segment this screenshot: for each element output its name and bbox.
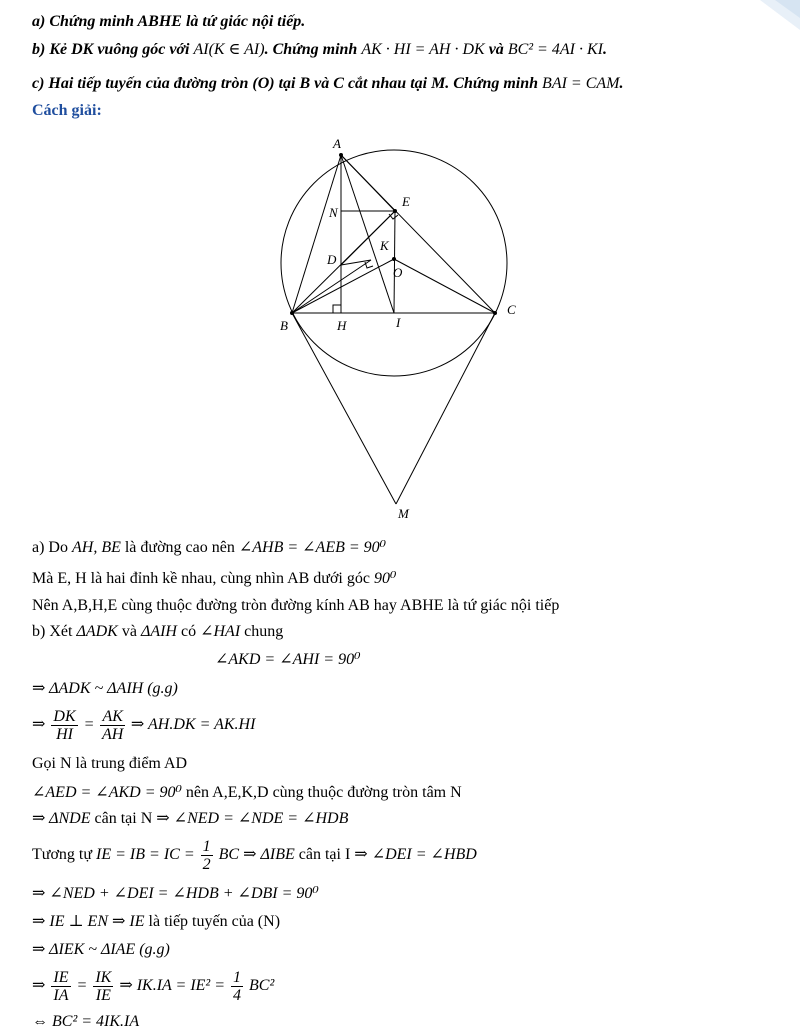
solution-line-8: Gọi N là trung điểm AD — [32, 755, 188, 772]
solution-line-9: ∠AED = ∠AKD = 90⁰ nên A,E,K,D cùng thuộc đường tròn tâm N — [32, 784, 462, 801]
solution-line-3: Nên A,B,H,E cùng thuộc đường tròn đường kính AB hay ABHE là tứ giác nội tiếp — [32, 597, 560, 614]
solution-line-1: a) Do AH, BE là đường cao nên ∠AHB = ∠AEB = 90⁰ — [32, 539, 387, 556]
tangent-bm — [292, 313, 396, 504]
right-angle-h — [333, 305, 341, 313]
solution-line-7: ⇒ $\frac{DK}{HI}$ = $\frac{AK}{AH}$ ⇒ AH.DK = AK.HI — [32, 707, 256, 743]
label-m: M — [398, 506, 409, 521]
solution-heading: Cách giải: — [32, 102, 102, 119]
label-n: N — [329, 205, 338, 220]
fraction-ik-ie: $\frac{IK}{IE}$ — [95, 968, 112, 1004]
segment-bk — [292, 260, 371, 313]
fraction-dk-hi: $\frac{DK}{HI}$ — [53, 707, 76, 743]
fraction-one-half: $\frac{1}{2}$ — [202, 837, 211, 873]
solution-line-11: Tương tự IE = IB = IC = $\frac{1}{2}$ BC ⇒ ΔIBE cân tại I ⇒ ∠DEI = ∠HBD — [32, 837, 477, 873]
geometry-figure — [270, 132, 530, 527]
solution-line-13: ⇒ IE ⊥ EN ⇒ IE là tiếp tuyến của (N) — [32, 913, 281, 930]
solution-line-12: ⇒ ∠NED + ∠DEI = ∠HDB + ∠DBI = 90⁰ — [32, 885, 319, 902]
solution-line-2: Mà E, H là hai đỉnh kề nhau, cùng nhìn AB dưới góc 90⁰ — [32, 570, 397, 587]
solution-line-5: ∠AKD = ∠AHI = 90⁰ — [215, 651, 361, 668]
segment-bo — [292, 259, 394, 313]
solution-line-4: b) Xét ΔADK và ΔAIH có ∠HAI chung — [32, 623, 284, 640]
label-a: A — [333, 136, 341, 151]
problem-part-b: b) Kẻ DK vuông góc với AI(K ∈ AI). Chứng minh AK · HI = AH · DK và BC² = 4AI · KI. — [32, 41, 607, 58]
label-i: I — [396, 315, 401, 330]
fraction-ak-ah: $\frac{AK}{AH}$ — [102, 707, 124, 743]
label-o: O — [393, 265, 403, 280]
label-e: E — [402, 194, 410, 209]
label-h: H — [337, 318, 347, 333]
right-angle-e — [389, 214, 398, 219]
solution-line-15: ⇒ $\frac{IE}{IA}$ = $\frac{IK}{IE}$ ⇒ IK.IA = IE² = $\frac{1}{4}$ BC² — [32, 968, 275, 1004]
segment-ae — [341, 155, 395, 211]
corner-decoration — [740, 0, 800, 40]
segment-ei — [394, 211, 395, 313]
problem-part-a: a) Chứng minh ABHE là tứ giác nội tiếp. — [32, 13, 306, 30]
label-c: C — [507, 302, 516, 317]
label-b: B — [280, 318, 288, 333]
solution-line-14: ⇒ ΔIEK ~ ΔIAE (g.g) — [32, 941, 170, 958]
label-d: D — [327, 252, 337, 267]
solution-line-16: ⇔ BC² = 4IK.IA — [32, 1013, 140, 1030]
label-k: K — [380, 238, 389, 253]
fraction-one-quarter: $\frac{1}{4}$ — [233, 968, 242, 1004]
solution-line-10: ⇒ ΔNDE cân tại N ⇒ ∠NED = ∠NDE = ∠HDB — [32, 810, 349, 827]
tangent-cm — [396, 313, 495, 504]
fraction-ie-ia: $\frac{IE}{IA}$ — [53, 968, 69, 1004]
solution-line-6: ⇒ ΔADK ~ ΔAIH (g.g) — [32, 680, 178, 697]
problem-part-c: c) Hai tiếp tuyến của đường tròn (O) tại B và C cắt nhau tại M. Chứng minh BAI = CAM. — [32, 75, 624, 92]
segment-oc — [394, 259, 495, 313]
segment-ai — [341, 155, 394, 313]
